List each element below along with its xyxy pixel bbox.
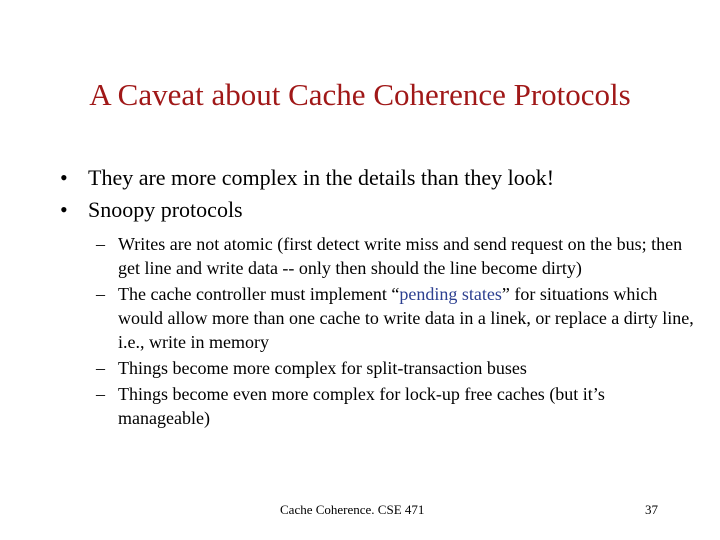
bullet-item [60, 162, 700, 194]
sub-bullet-item [60, 282, 700, 354]
sub-bullet-item [60, 232, 700, 280]
sub-bullet-text-post: ” for situations which would allow more than one cache to write data in a linek, or replace a dirty line, i.e., write in memory [118, 284, 694, 352]
slide-title: A Caveat about Cache Coherence Protocols [89, 77, 631, 112]
bullet-marker: • [60, 165, 68, 190]
sub-bullet-marker: – [96, 284, 105, 304]
sub-bullet-item [60, 356, 700, 380]
bullet-item [60, 194, 700, 226]
page-number: 37 [645, 502, 658, 517]
sub-bullet-marker: – [96, 234, 105, 254]
pending-states-highlight: pending states [399, 284, 502, 304]
footer-caption: Cache Coherence. CSE 471 [280, 502, 425, 517]
bullet-text: Snoopy protocols [88, 197, 243, 222]
sub-bullet-text: Things become even more complex for lock-up free caches (but it’s manageable) [118, 384, 605, 428]
sub-bullet-text: Writes are not atomic (first detect write miss and send request on the bus; then get line and write data -- only then should the line become dirty) [118, 234, 683, 278]
sub-bullet-text-pre: The cache controller must implement “ [118, 284, 400, 304]
bullet-text: They are more complex in the details than they look! [88, 165, 555, 190]
sub-bullet-list [60, 232, 700, 430]
sub-bullet-marker: – [96, 384, 105, 404]
sub-bullet-text: Things become more complex for split-transaction buses [118, 358, 527, 378]
bullet-marker: • [60, 197, 68, 222]
sub-bullet-item [60, 382, 700, 430]
bullet-list [60, 162, 700, 432]
sub-bullet-marker: – [96, 358, 105, 378]
